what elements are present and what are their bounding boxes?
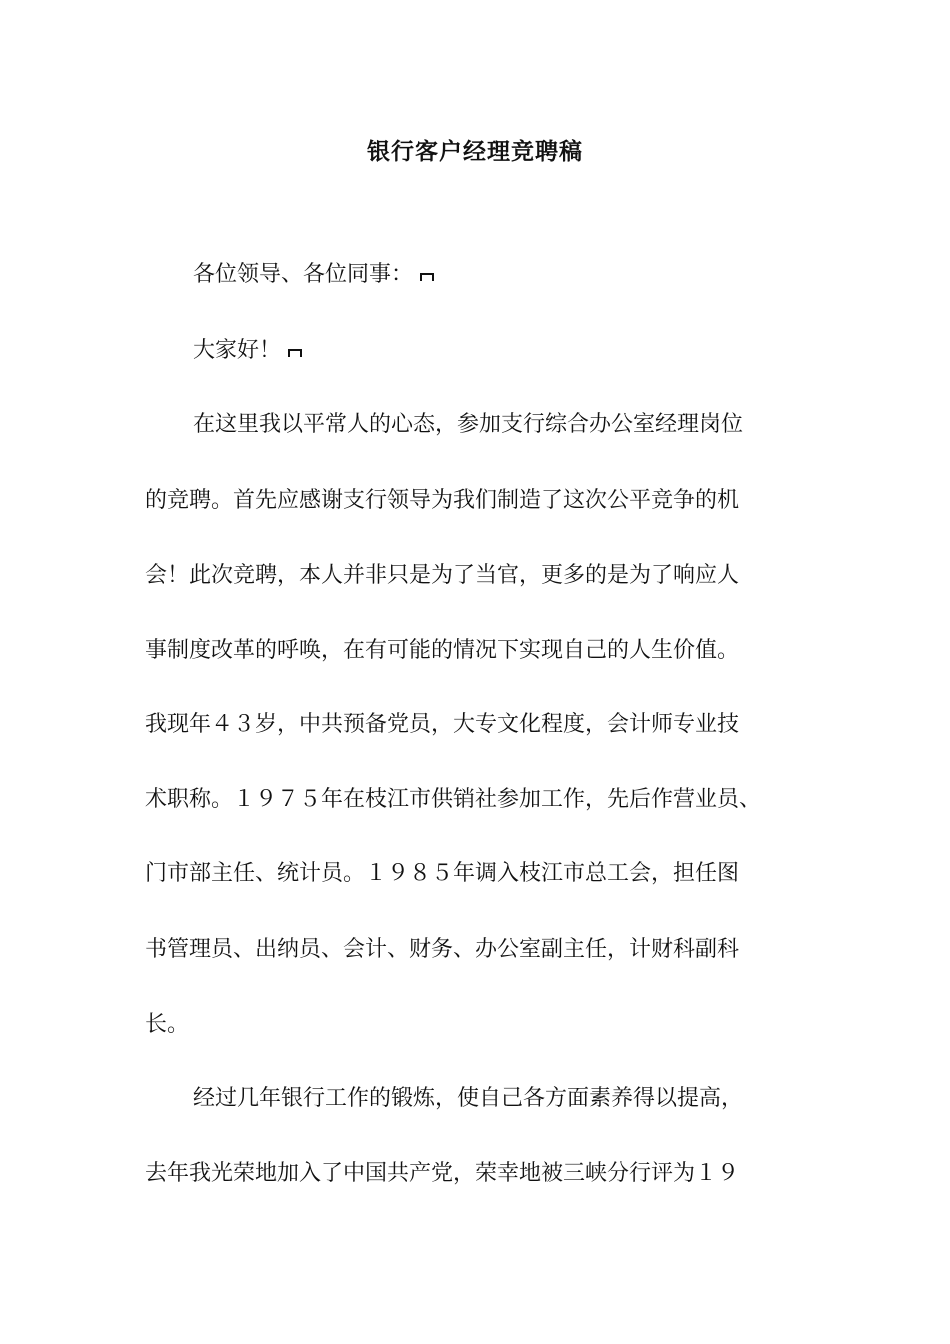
text-line: 会！此次竞聘，本人并非只是为了当官，更多的是为了响应人 [145, 563, 740, 588]
text-line: 各位领导、各位同事： [193, 262, 414, 287]
text-line: 书管理员、出纳员、会计、财务、办公室副主任，计财科副科 [145, 937, 740, 962]
text-line: 长。 [145, 1012, 190, 1037]
text-line: 术职称。１９７５年在枝江市供销社参加工作，先后作营业员、 [145, 787, 762, 812]
paragraph-mark-icon [287, 347, 305, 359]
text-line: 门市部主任、统计员。１９８５年调入枝江市总工会，担任图 [145, 861, 740, 886]
paragraph-mark-icon [419, 271, 437, 283]
text-line: 经过几年银行工作的锻炼，使自己各方面素养得以提高， [193, 1086, 744, 1111]
salutation-line [193, 257, 893, 293]
text-line: 大家好！ [193, 338, 282, 363]
text-line: 的竞聘。首先应感谢支行领导为我们制造了这次公平竞争的机 [145, 488, 740, 513]
text-line: 在这里我以平常人的心态，参加支行综合办公室经理岗位 [193, 412, 744, 437]
text-line: 我现年４３岁，中共预备党员，大专文化程度，会计师专业技 [145, 712, 740, 737]
text-line: 去年我光荣地加入了中国共产党，荣幸地被三峡分行评为１９ [145, 1161, 740, 1186]
greeting-line [193, 333, 893, 369]
document-title: 银行客户经理竞聘稿 [367, 138, 583, 165]
text-line: 事制度改革的呼唤，在有可能的情况下实现自己的人生价值。 [145, 638, 740, 663]
